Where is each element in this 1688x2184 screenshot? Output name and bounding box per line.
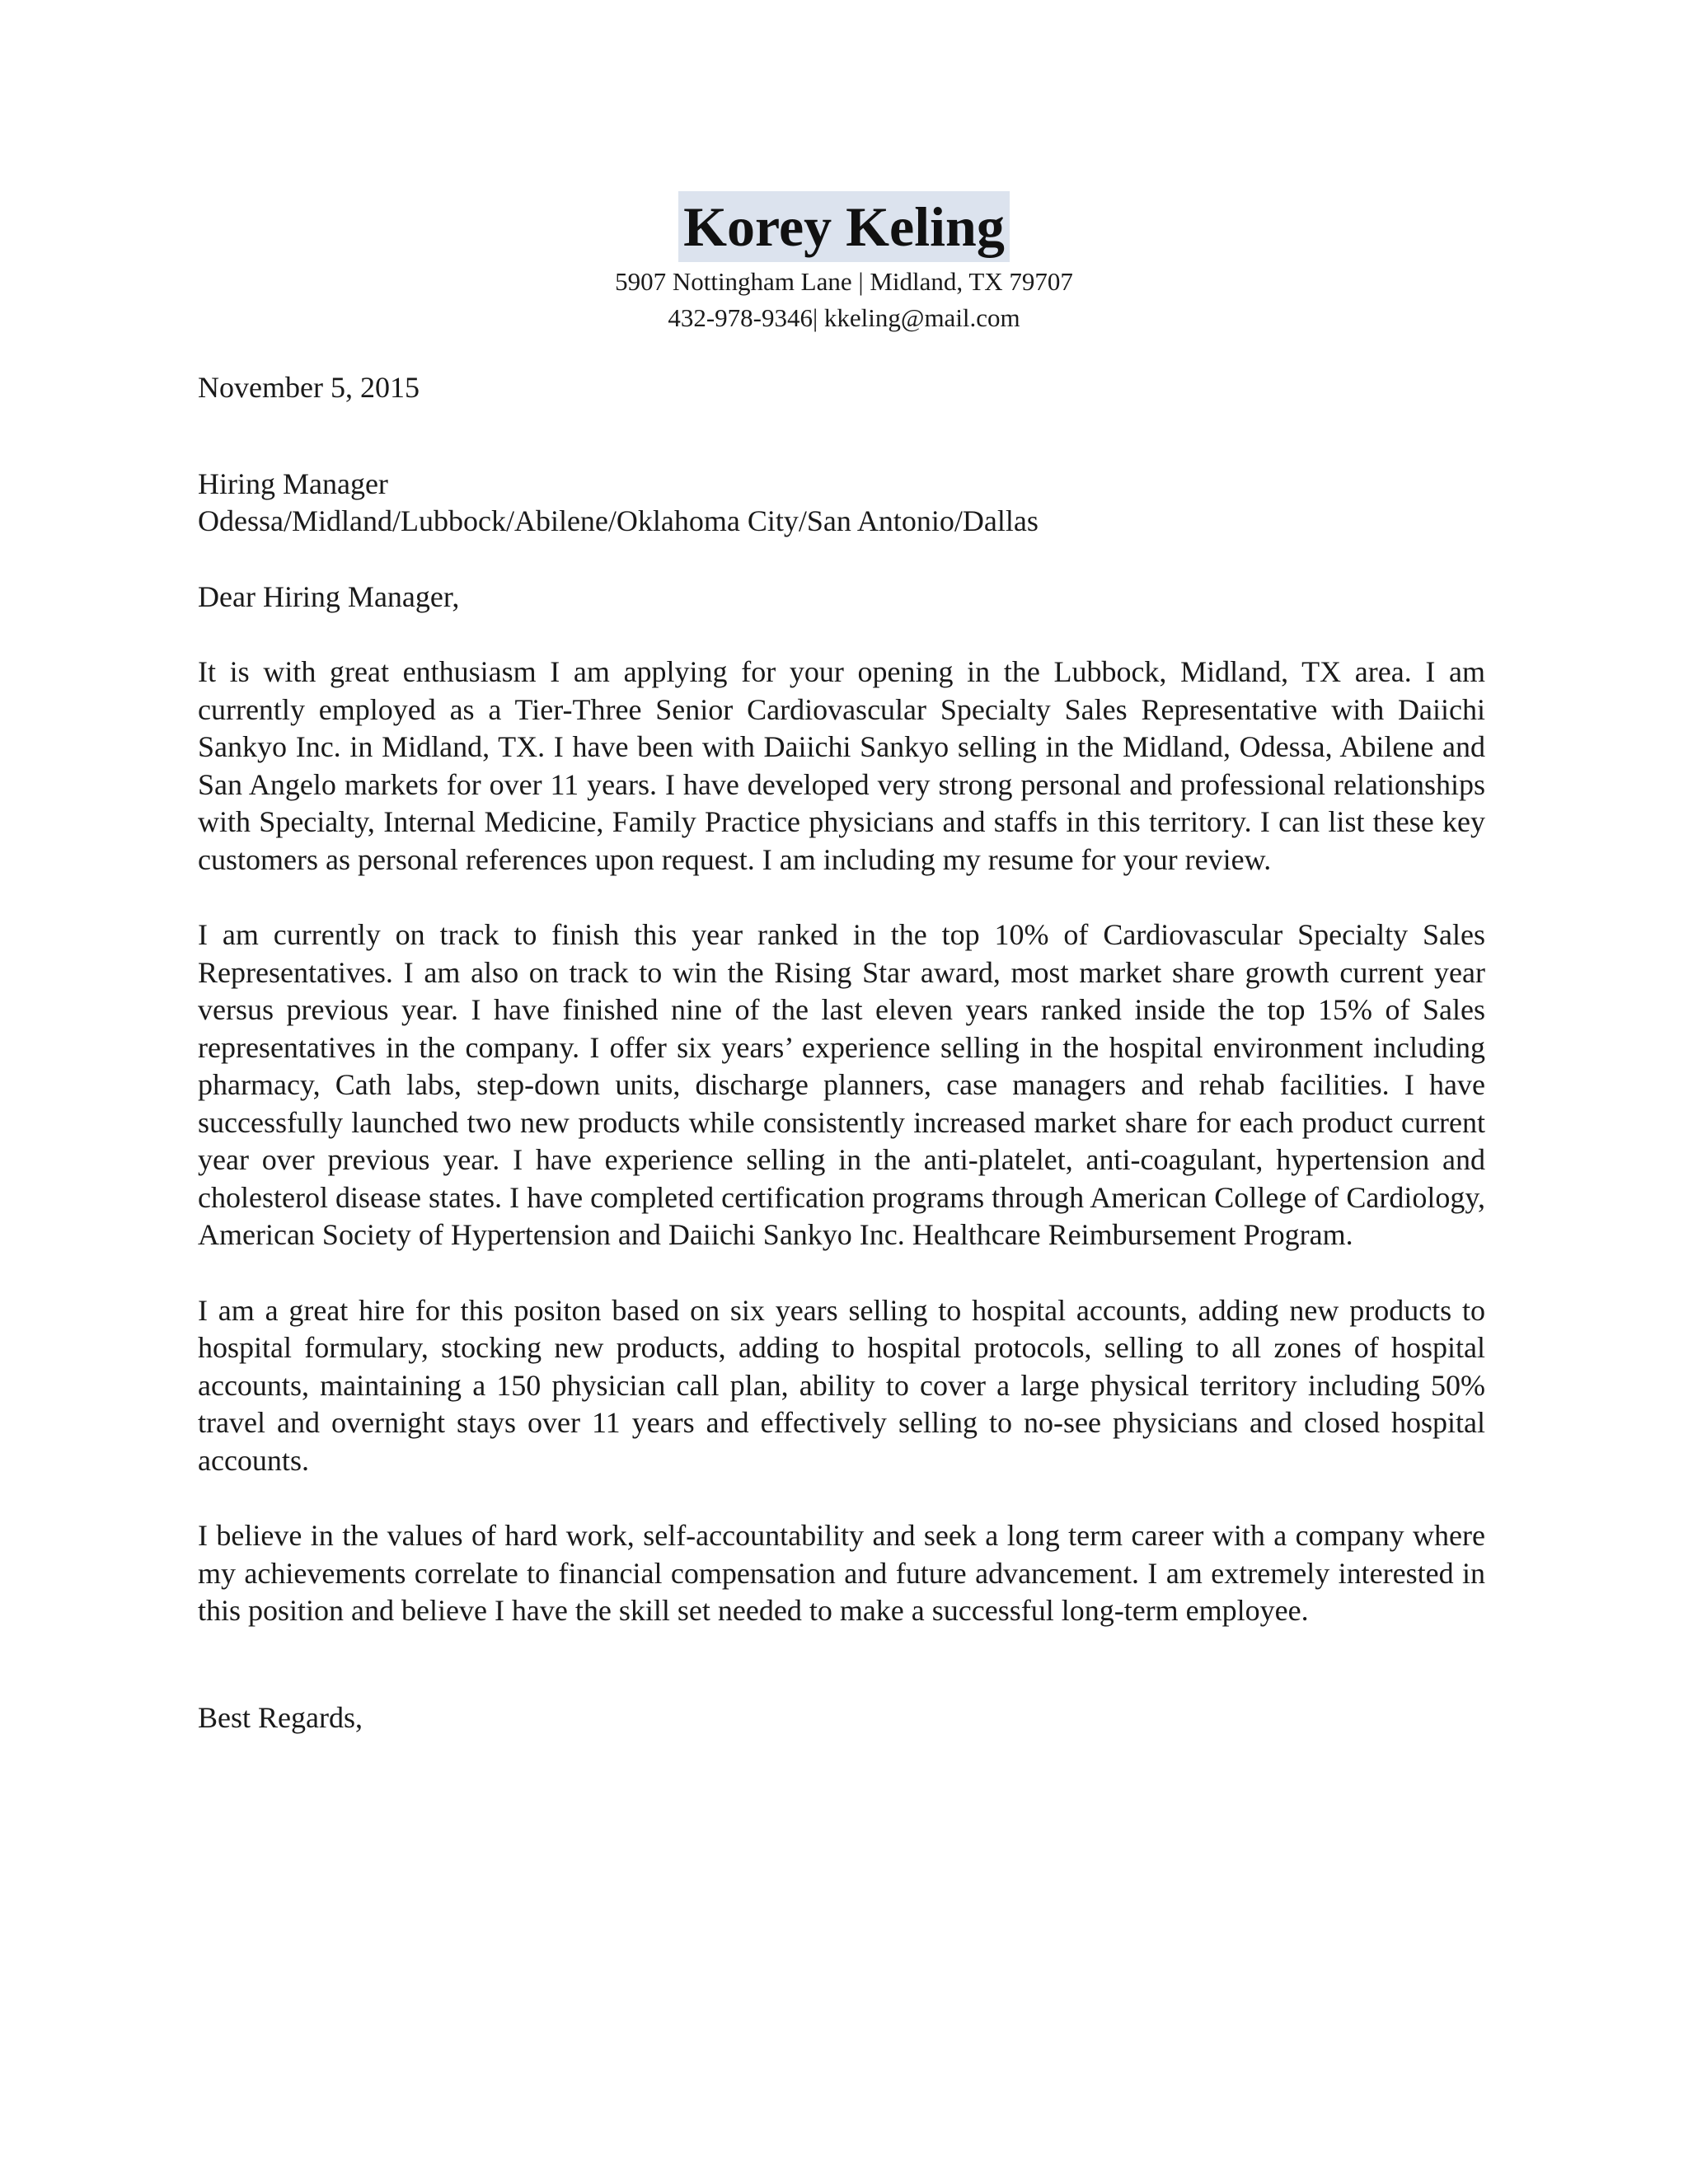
paragraph-qualifications: I am a great hire for this positon based on six years selling to hospital accounts, adding new products to hospital formulary, stocking new products, adding to hospital protocols, selling to all zones of hospital accounts, maintaining a 150 physician call plan, ability to cover a large physical territory including 50% travel and overnight stays over 11 years and effectively selling to no-see physicians and closed hospital accounts. (198, 1293, 1485, 1477)
letter-date: November 5, 2015 (198, 371, 420, 404)
sender-name[interactable]: Korey Keling (678, 191, 1010, 262)
recipient-title: Hiring Manager (198, 466, 388, 500)
paragraph-intro: It is with great enthusiasm I am applying for your opening in the Lubbock, Midland, TX area. I am currently employed as a Tier-Three Senior Cardiovascular Specialty Sales Representative with Daiichi Sankyo Inc. in Midland, TX. I have been with Daiichi Sankyo selling in the Midland, Odessa, Abilene and San Angelo markets for over 11 years. I have developed very strong personal and professional relationships with Specialty, Internal Medicine, Family Practice physicians and staffs in this territory. I can list these key customers as personal references upon request. I am including my resume for your review. (198, 655, 1485, 876)
letterhead (0, 191, 1688, 336)
sender-address: 5907 Nottingham Lane | Midland, TX 79707 (615, 267, 1073, 296)
closing: Best Regards, (198, 1700, 363, 1734)
salutation: Dear Hiring Manager, (198, 579, 460, 613)
sender-contact: 432-978-9346| kkeling@mail.com (668, 303, 1020, 332)
recipient-location: Odessa/Midland/Lubbock/Abilene/Oklahoma City/San Antonio/Dallas (198, 504, 1039, 537)
paragraph-values: I believe in the values of hard work, self-accountability and seek a long term career with a company where my achievements correlate to financial compensation and future advancement. I am extremely interested in this position and believe I have the skill set needed to make a successful long-term employee. (198, 1519, 1485, 1627)
paragraph-achievements: I am currently on track to finish this year ranked in the top 10% of Cardiovascular Specialty Sales Representatives. I am also on track to win the Rising Star award, most market share growth current year versus previous year. I have finished nine of the last eleven years ranked inside the top 15% of Sales representatives in the company. I offer six years’ experience selling in the hospital environment including pharmacy, Cath labs, step-down units, discharge planners, case managers and rehab facilities. I have successfully launched two new products while consistently increased market share for each product current year over previous year. I have experience selling in the anti-platelet, anti-coagulant, hypertension and cholesterol disease states. I have completed certification programs through American College of Cardiology, American Society of Hypertension and Daiichi Sankyo Inc. Healthcare Reimbursement Program. (198, 918, 1485, 1251)
recipient-block (198, 466, 1485, 541)
letter-body (198, 369, 1485, 1736)
